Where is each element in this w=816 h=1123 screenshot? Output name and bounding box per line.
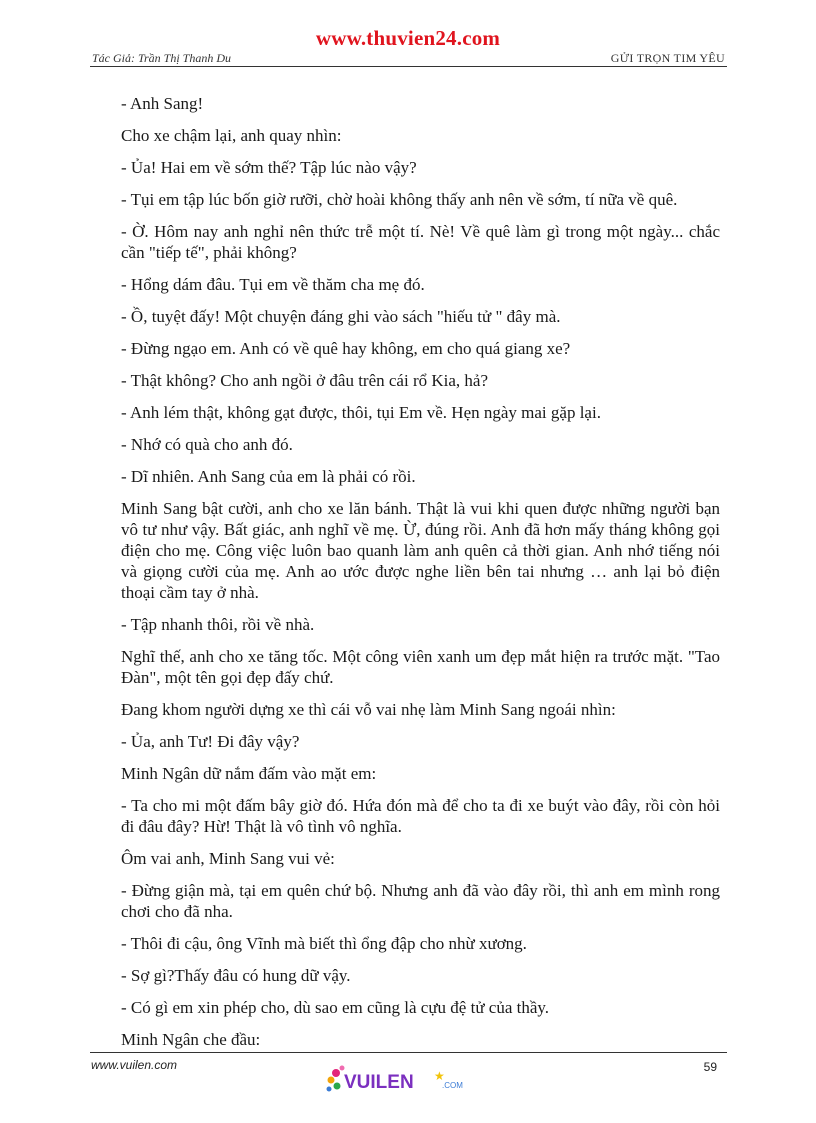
- paragraph: - Sợ gì?Thấy đâu có hung dữ vậy.: [121, 966, 351, 985]
- paragraph: - Có gì em xin phép cho, dù sao em cũng là cựu đệ tử của thầy.: [121, 998, 550, 1017]
- paragraph: - Anh lém thật, không gạt được, thôi, tụi Em về. Hẹn ngày mai gặp lại.: [121, 403, 601, 422]
- paragraph: Minh Ngân che đầu:: [121, 1030, 261, 1049]
- paragraph: Nghĩ thế, anh cho xe tăng tốc. Một công viên xanh um đẹp mắt hiện ra trước mặt. "Tao Đàn", một tên gọi đẹp đấy chứ.: [121, 647, 720, 687]
- author-name: Tác Giả: Trần Thị Thanh Du: [92, 51, 232, 65]
- paragraph: Cho xe chậm lại, anh quay nhìn:: [121, 126, 342, 145]
- header-divider: [90, 66, 727, 67]
- body-text: [121, 93, 720, 1061]
- logo-suffix: .COM: [442, 1081, 463, 1090]
- paragraph: - Dĩ nhiên. Anh Sang của em là phải có rồi.: [121, 467, 416, 486]
- book-title: GỬI TRỌN TIM YÊU: [610, 51, 725, 65]
- paragraph: - Ồ, tuyệt đấy! Một chuyện đáng ghi vào sách "hiếu tử " đây mà.: [121, 307, 561, 326]
- flower-icon: [327, 1066, 345, 1092]
- paragraph: - Anh Sang!: [121, 94, 204, 113]
- page-number: 59: [703, 1060, 717, 1074]
- paragraph: Ôm vai anh, Minh Sang vui vẻ:: [121, 849, 335, 868]
- paragraph: - Ủa! Hai em về sớm thế? Tập lúc nào vậy?: [121, 158, 417, 177]
- paragraph: - Thật không? Cho anh ngồi ở đâu trên cái rổ Kia, hả?: [121, 371, 488, 390]
- paragraph: - Ờ. Hôm nay anh nghỉ nên thức trễ một tí. Nè! Về quê làm gì trong một ngày... chắc cần "tiếp tế", phải không?: [121, 222, 720, 262]
- paragraph: - Tụi em tập lúc bốn giờ rưỡi, chờ hoài không thấy anh nên về sớm, tí nữa về quê.: [121, 190, 678, 209]
- footer-divider: [90, 1052, 727, 1053]
- logo-wordmark: VUILEN: [344, 1072, 414, 1093]
- paragraph: - Đừng ngạo em. Anh có về quê hay không, em cho quá giang xe?: [121, 339, 571, 358]
- paragraph: - Ta cho mi một đấm bây giờ đó. Hứa đón mà để cho ta đi xe buýt vào đây, rồi còn hỏi đi đâu đây? Hừ! Thật là vô tình vô nghĩa.: [121, 796, 720, 836]
- paragraph: Minh Sang bật cười, anh cho xe lăn bánh. Thật là vui khi quen được những người bạn vô tư như vậy. Bất giác, anh nghĩ về mẹ. Ừ, đúng rồi. Anh đã hơn mấy tháng không gọi điện cho mẹ. Công việc luôn bao quanh làm anh quên cả thời gian. Anh nhớ tiếng nói và giọng cười của mẹ. Anh ao ước được nghe liền bên tai nhưng … anh lại bỏ điện thoại cầm tay ở nhà.: [121, 499, 720, 602]
- vuilen-logo[interactable]: [322, 1060, 482, 1100]
- paragraph: - Hổng dám đâu. Tụi em về thăm cha mẹ đó.: [121, 275, 425, 294]
- paragraph: - Tập nhanh thôi, rồi về nhà.: [121, 615, 315, 634]
- paragraph: - Ủa, anh Tư! Đi đây vậy?: [121, 732, 300, 751]
- paragraph: Minh Ngân dữ nắm đấm vào mặt em:: [121, 764, 377, 783]
- paragraph: Đang khom người dựng xe thì cái vỗ vai nhẹ làm Minh Sang ngoái nhìn:: [121, 700, 616, 719]
- paragraph: - Đừng giận mà, tại em quên chứ bộ. Nhưng anh đã vào đây rồi, thì anh em mình rong chơi cho đã nha.: [121, 881, 720, 921]
- site-url-header[interactable]: www.thuvien24.com: [315, 26, 501, 50]
- paragraph: - Nhớ có quà cho anh đó.: [121, 435, 293, 454]
- star-icon: ★: [434, 1069, 445, 1083]
- paragraph: - Thôi đi cậu, ông Vĩnh mà biết thì ổng đập cho nhừ xương.: [121, 934, 527, 953]
- footer-url[interactable]: www.vuilen.com: [91, 1058, 178, 1072]
